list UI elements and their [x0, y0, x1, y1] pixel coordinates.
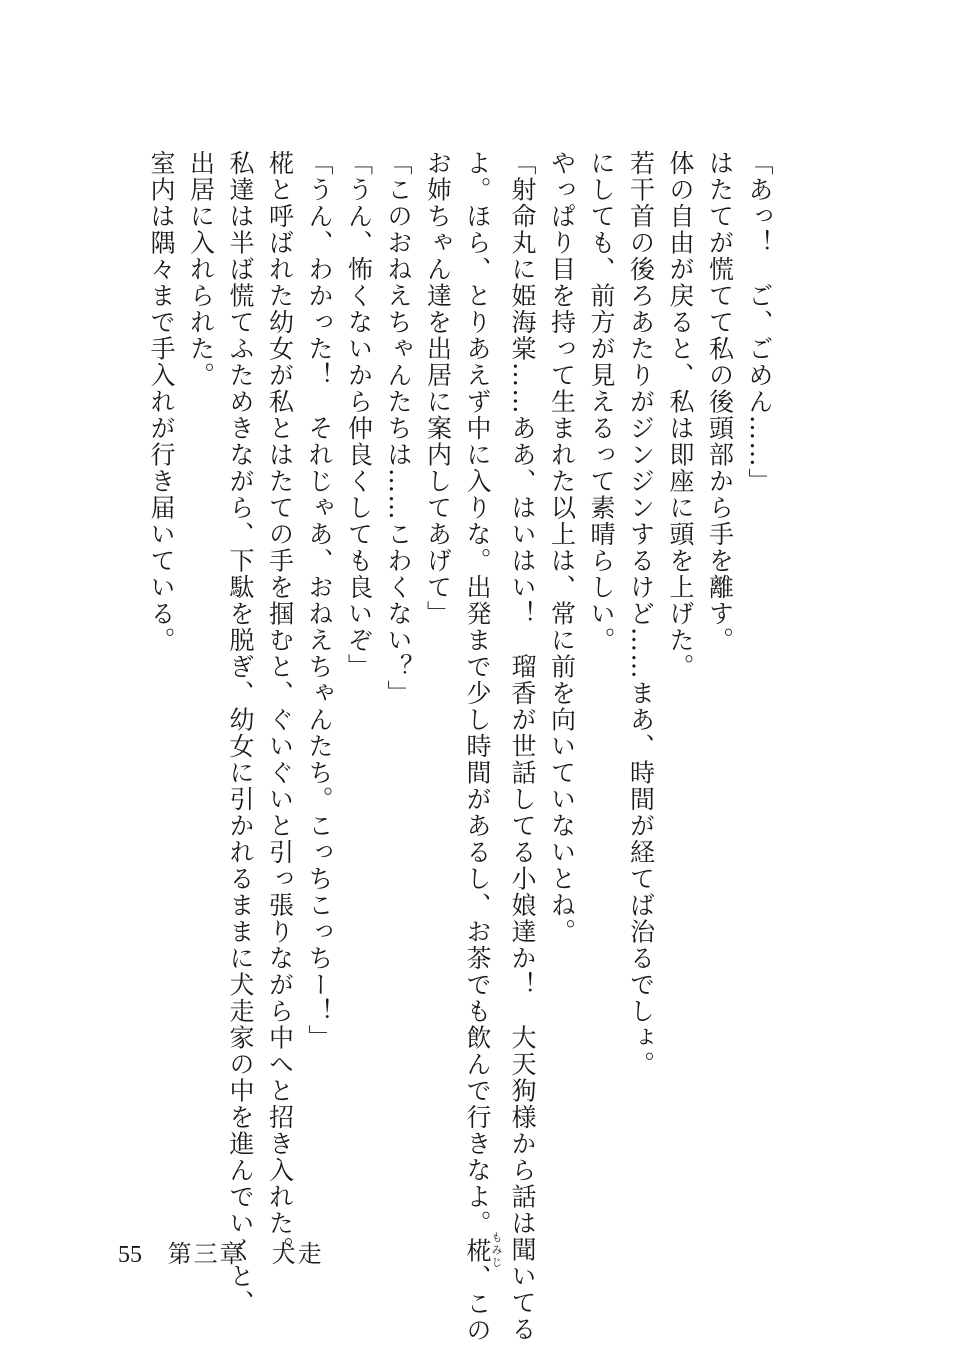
text-line-16: 室内は隅々まで手入れが行き届いている。 — [147, 150, 176, 654]
text-line-15: 出居に入れられた。 — [186, 150, 216, 389]
text-line-12: 「うん、わかった！ それじゃあ、おねえちゃんたち。こっちこっちー！」 — [305, 150, 334, 1051]
text-line-1: 「あっ！ ご、ごめん……」 — [745, 150, 774, 495]
text-line-2: はたてが慌てて私の後頭部から手を離す。 — [705, 150, 735, 654]
text-line-13: 椛と呼ばれた幼女が私とはたての手を掴むと、ぐいぐいと引っ張りながら中へと招き入れた。 — [265, 150, 295, 1263]
ruby-reading: もみじ — [490, 1231, 503, 1269]
text-line-3: 体の自由が戻ると、私は即座に頭を上げた。 — [666, 150, 695, 680]
page-number: 55 — [118, 1242, 142, 1268]
ruby-base: 椛 — [463, 1231, 492, 1269]
text-line-4: 若干首の後ろあたりがジンジンするけど……まあ、時間が経てば治るでしょ。 — [626, 150, 656, 1078]
text-line-7: 「射命丸に姫海棠……ああ、はいはい！ 瑠香が世話してる小娘達か！ 大天狗様から話は聞いてる — [508, 150, 537, 1343]
text-line-5: にしても、前方が見えるって素晴らしい。 — [587, 150, 616, 654]
chapter-title: 第三章 犬走 — [167, 1240, 324, 1268]
text-line-14: 私達は半ば慌てふためきながら、下駄を脱ぎ、幼女に引かれるままに犬走家の中を進んでいくと、 — [226, 150, 255, 1316]
text-line-8 — [458, 150, 503, 1344]
text-line-11: 「うん、怖くないから仲良くしても良いぞ」 — [344, 150, 374, 680]
text-line-6: やっぱり目を持って生まれた以上は、常に前を向いていないとね。 — [547, 150, 577, 945]
page-footer — [118, 1234, 324, 1269]
ruby-annotated-word — [463, 1231, 503, 1269]
text-line-8-content: よ。ほら、とりあえず中に入りな。出発まで少し時間があるし、お茶でも飲んで行きなよ。椛もみじ、この — [463, 150, 503, 1344]
text-line-10: 「このおねえちゃんたちは……こわくない？」 — [384, 150, 413, 707]
text-line-9: お姉ちゃん達を出居に案内してあげて」 — [423, 150, 453, 627]
